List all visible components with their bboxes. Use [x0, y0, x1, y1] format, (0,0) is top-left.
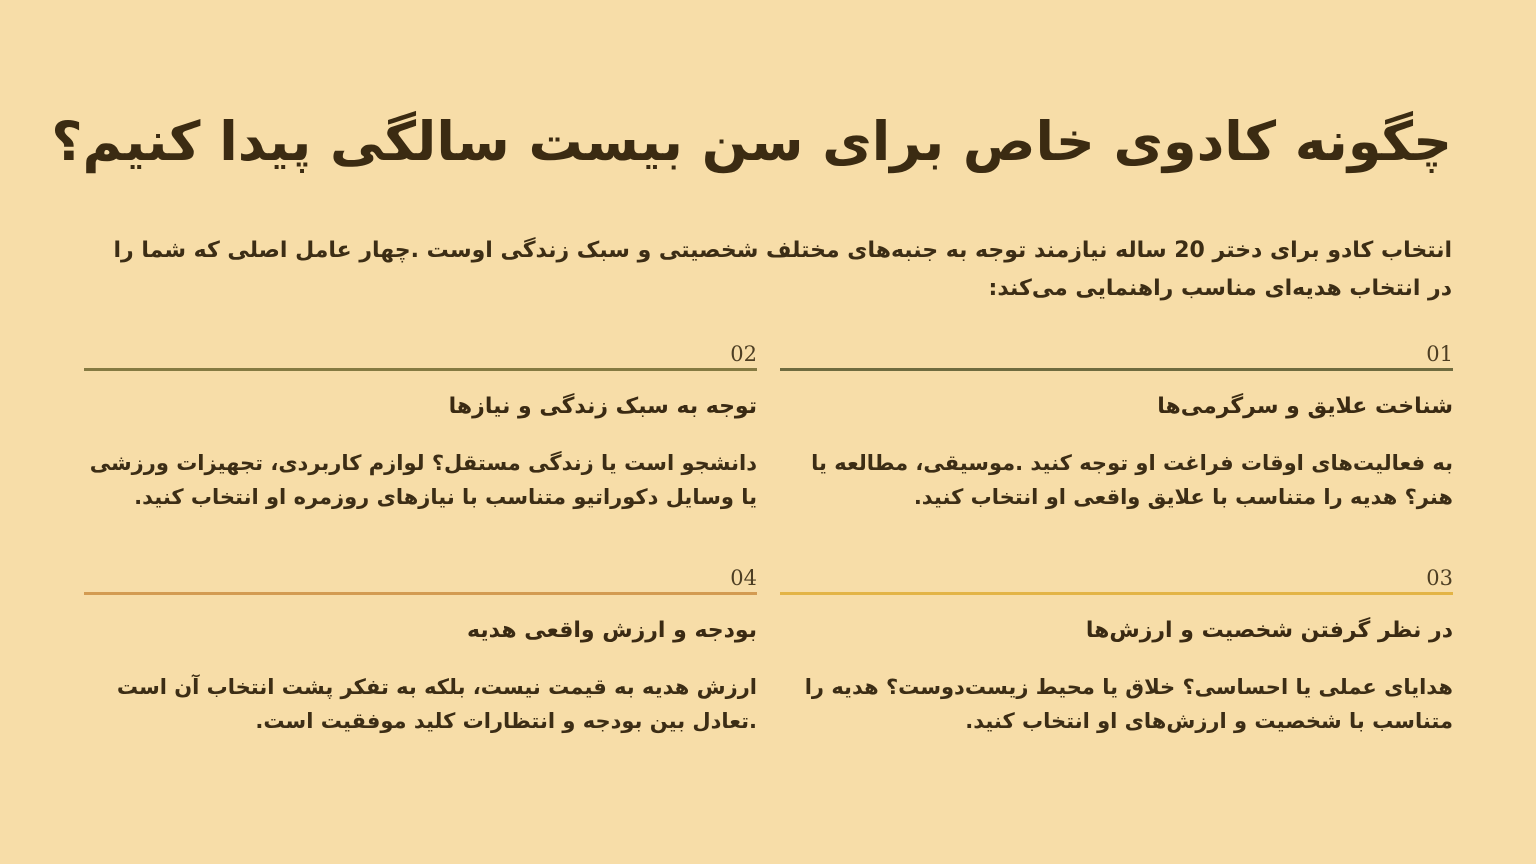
factor-card-02 — [84, 0, 757, 509]
factor-heading: بودجه و ارزش واقعی هدیه — [467, 618, 757, 643]
factor-heading: توجه به سبک زندگی و نیازها — [448, 394, 757, 419]
factor-divider — [780, 592, 1453, 595]
factor-number: 02 — [730, 342, 757, 366]
factor-number: 01 — [1426, 342, 1453, 366]
factor-heading: شناخت علایق و سرگرمی‌ها — [1157, 394, 1453, 419]
page-title: چگونه کادوی خاص برای سن بیست سالگی پیدا کنیم؟ — [51, 110, 1452, 173]
factor-body: به فعالیت‌های اوقات فراغت او توجه کنید .موسیقی، مطالعه یا هنر؟ هدیه را متناسب با علایق واقعی او انتخاب کنید. — [811, 451, 1453, 509]
factor-number: 04 — [730, 566, 757, 590]
intro-paragraph: انتخاب کادو برای دختر 20 ساله نیازمند توجه به جنبه‌های مختلف شخصیتی و سبک زندگی اوست .چهار عامل اصلی که شما را در انتخاب هدیه‌ای مناسب راهنمایی می‌کند: — [113, 238, 1452, 301]
factor-body: هدایای عملی یا احساسی؟ خلاق یا محیط زیست‌دوست؟ هدیه را متناسب با شخصیت و ارزش‌های او انتخاب کنید. — [804, 675, 1453, 733]
factor-number: 03 — [1426, 566, 1453, 590]
factor-body: دانشجو است یا زندگی مستقل؟ لوازم کاربردی، تجهیزات ورزشی یا وسایل دکوراتیو متناسب با نیازهای روزمره او انتخاب کنید. — [89, 451, 757, 509]
factor-body: ارزش هدیه به قیمت نیست، بلکه به تفکر پشت انتخاب آن است .تعادل بین بودجه و انتظارات کلید موفقیت است. — [116, 675, 757, 733]
factor-divider — [84, 592, 757, 595]
factor-heading: در نظر گرفتن شخصیت و ارزش‌ها — [1085, 618, 1453, 643]
